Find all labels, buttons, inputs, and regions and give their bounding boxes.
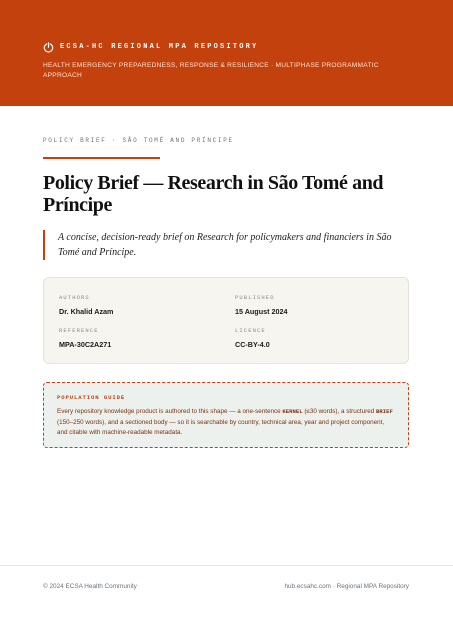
guide-text [57, 407, 395, 439]
meta-reference-value: MPA-30C2A271 [59, 340, 112, 349]
guide-text-part: (≤30 words), a structured [302, 408, 377, 415]
meta-authors [59, 294, 113, 316]
meta-reference-label: REFERENCE [59, 327, 99, 334]
kernel-code: KERNEL [282, 408, 303, 415]
brief-code: BRIEF [376, 408, 393, 415]
footer-site-link[interactable]: hub.ecsahc.com · Regional MPA Repository [284, 583, 409, 590]
footer-divider [0, 565, 453, 566]
brand-title: ECSA-HC REGIONAL MPA REPOSITORY [60, 43, 259, 51]
guide-text-part: Every repository knowledge product is authored to this shape — a one-sentence [57, 408, 283, 415]
footer-copyright: © 2024 ECSA Health Community [43, 583, 137, 590]
metadata-card [43, 277, 409, 364]
population-guide [43, 382, 409, 448]
meta-licence-label: LICENCE [235, 327, 266, 334]
meta-authors-value: Dr. Khalid Azam [59, 307, 114, 316]
meta-reference [59, 327, 111, 349]
accent-divider [43, 157, 160, 159]
guide-text-part: (150–250 words), and a sectioned body — so it is searchable by country, technical area, year and project component, and citable with machine-readable metadata. [57, 418, 385, 436]
meta-licence-value: CC-BY-4.0 [235, 340, 270, 349]
power-icon [43, 42, 54, 53]
document-eyebrow: POLICY BRIEF · SÃO TOMÉ AND PRÍNCIPE [43, 137, 234, 144]
header-tagline: HEALTH EMERGENCY PREPAREDNESS, RESPONSE & RESILIENCE · MULTIPHASE PROGRAMMATIC APPROACH [43, 62, 379, 79]
document-lede: A concise, decision-ready brief on Research for policymakers and financiers in São Tomé and Príncipe. [43, 230, 409, 260]
meta-authors-label: AUTHORS [59, 294, 90, 301]
meta-published-label: PUBLISHED [235, 294, 275, 301]
guide-title: POPULATION GUIDE [57, 394, 126, 401]
site-header [0, 0, 453, 106]
meta-licence [235, 327, 270, 349]
brand[interactable] [43, 42, 258, 53]
meta-published-value: 15 August 2024 [235, 307, 288, 316]
page-title: Policy Brief — Research in São Tomé and Príncipe [43, 172, 384, 216]
meta-published [235, 294, 287, 316]
